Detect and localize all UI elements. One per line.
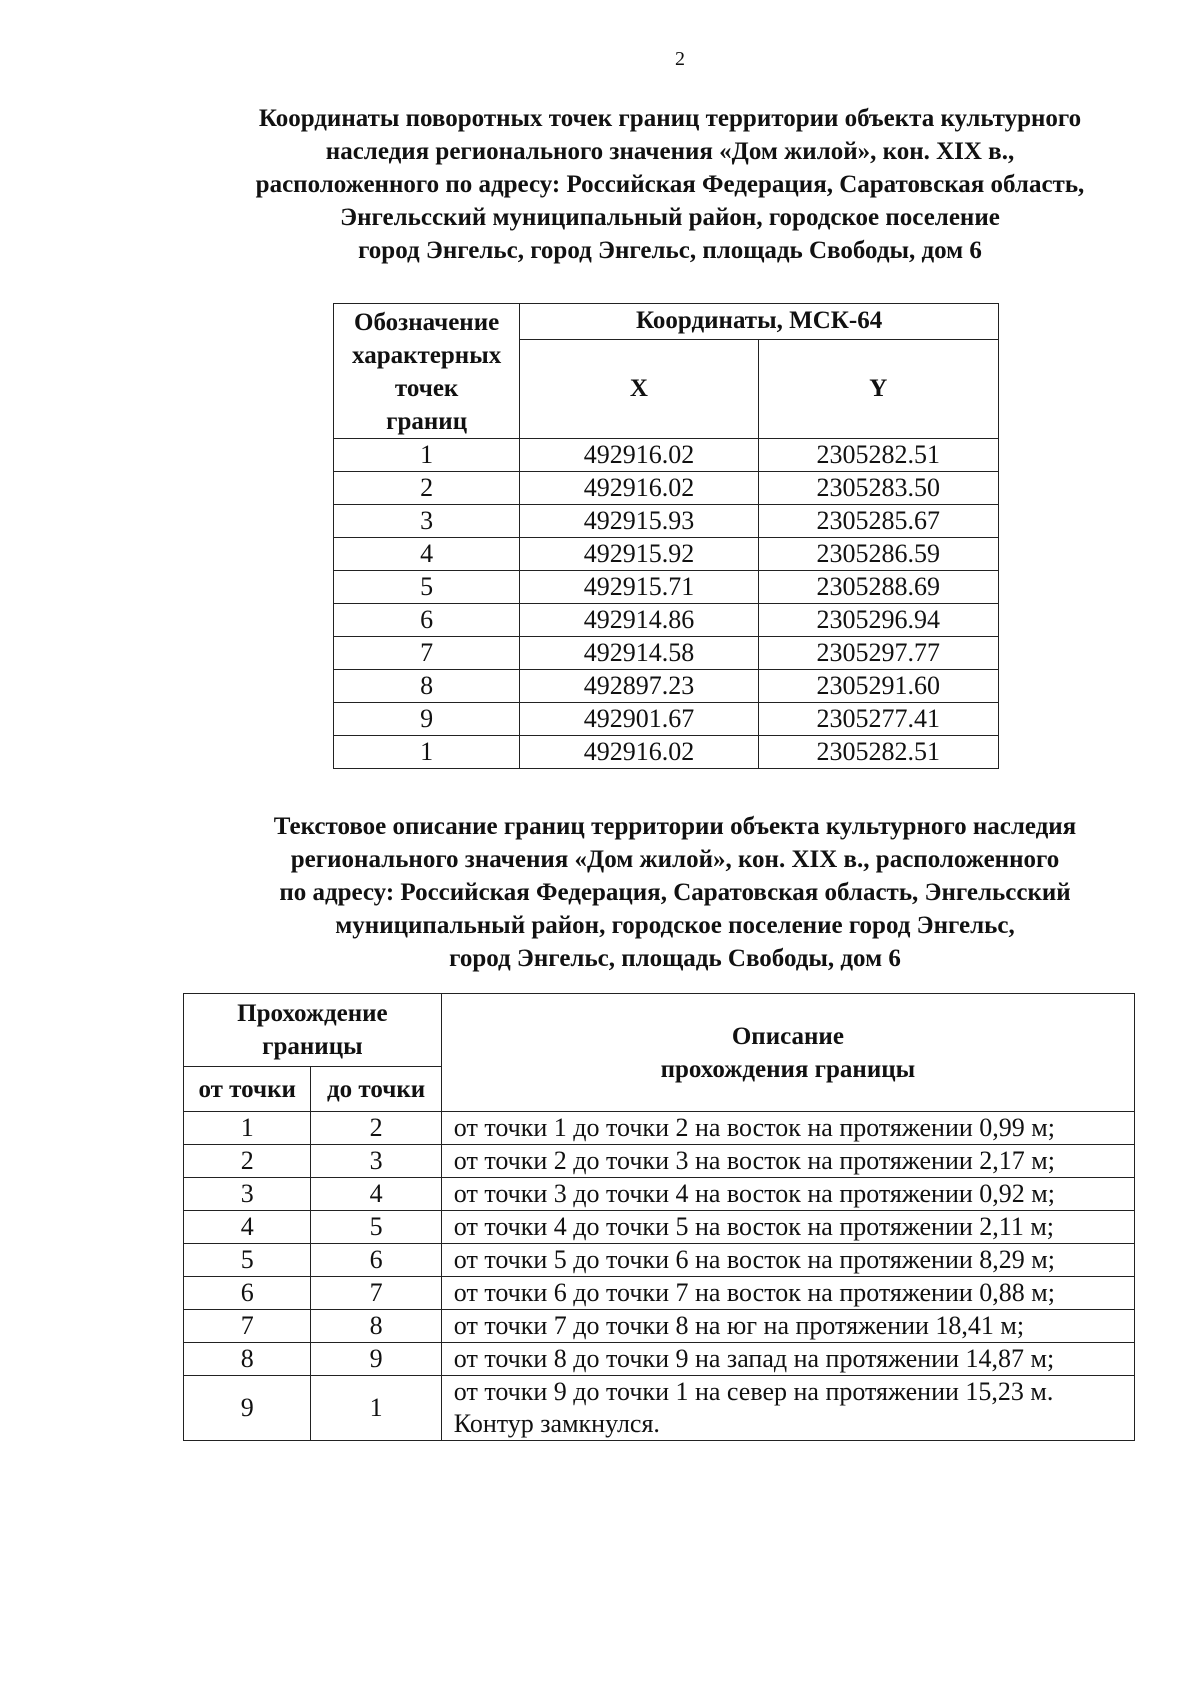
x-cell: 492916.02 [520,736,758,769]
x-cell: 492914.58 [520,637,758,670]
point-cell: 2 [334,472,520,505]
x-cell: 492916.02 [520,439,758,472]
description-cell: от точки 3 до точки 4 на восток на протяжении 0,92 м; [441,1178,1134,1211]
table-row [184,1178,1135,1211]
y-cell: 2305297.77 [758,637,998,670]
y-cell: 2305285.67 [758,505,998,538]
y-cell: 2305288.69 [758,571,998,604]
heading-line: Текстовое описание границ территории объекта культурного наследия [273,813,1077,840]
y-cell: 2305282.51 [758,736,998,769]
from-cell: 3 [184,1178,311,1211]
y-header: Y [758,339,998,438]
y-cell: 2305283.50 [758,472,998,505]
heading-line: Координаты поворотных точек границ территории объекта культурного [258,105,1082,132]
description-header: Описание прохождения границы [441,994,1134,1112]
table-row [184,1277,1135,1310]
boundary-passage-header: Прохождение границы [184,994,442,1067]
heading-line: муниципальный район, городское поселение город Энгельс, [335,912,1015,939]
to-cell: 7 [311,1277,441,1310]
from-cell: 6 [184,1277,311,1310]
point-cell: 7 [334,637,520,670]
from-cell: 2 [184,1145,311,1178]
description-cell: от точки 8 до точки 9 на запад на протяжении 14,87 м; [441,1343,1134,1376]
point-cell: 1 [334,736,520,769]
coordinates-heading [170,102,1170,267]
table-row [334,736,999,769]
heading-line: город Энгельс, город Энгельс, площадь Свободы, дом 6 [358,237,982,264]
x-cell: 492915.93 [520,505,758,538]
table-row [184,1343,1135,1376]
description-cell: от точки 5 до точки 6 на восток на протяжении 8,29 м; [441,1244,1134,1277]
table-row [334,505,999,538]
page-number: 2 [675,48,685,70]
from-cell: 8 [184,1343,311,1376]
description-cell: от точки 6 до точки 7 на восток на протяжении 0,88 м; [441,1277,1134,1310]
y-cell: 2305282.51 [758,439,998,472]
description-heading [185,810,1165,975]
table-row [184,1244,1135,1277]
coordinates-group-header: Координаты, МСК-64 [520,304,999,340]
to-cell: 3 [311,1145,441,1178]
table-row [334,604,999,637]
description-cell [441,1376,1134,1441]
heading-line: наследия регионального значения «Дом жилой», кон. XIX в., [325,138,1015,165]
description-line: Контур замкнулся. [453,1409,660,1438]
y-cell: 2305277.41 [758,703,998,736]
heading-line: город Энгельс, площадь Свободы, дом 6 [449,945,901,972]
boundary-description-table [183,993,1135,1441]
table-row [184,1376,1135,1441]
to-cell: 8 [311,1310,441,1343]
from-cell: 4 [184,1211,311,1244]
point-cell: 5 [334,571,520,604]
point-cell: 9 [334,703,520,736]
to-cell: 1 [311,1376,441,1441]
from-cell: 1 [184,1112,311,1145]
point-cell: 8 [334,670,520,703]
point-designation-header: Обозначение характерных точек границ [334,304,520,439]
table-row [184,1145,1135,1178]
table-row [184,1310,1135,1343]
heading-line: Энгельсский муниципальный район, городское поселение [340,204,1000,231]
x-header: X [520,339,758,438]
coordinates-table [333,303,999,769]
x-cell: 492914.86 [520,604,758,637]
point-cell: 4 [334,538,520,571]
point-cell: 1 [334,439,520,472]
description-line: от точки 9 до точки 1 на север на протяжении 15,23 м. [453,1377,1054,1406]
y-cell: 2305296.94 [758,604,998,637]
table-row [184,1112,1135,1145]
to-cell: 5 [311,1211,441,1244]
to-cell: 4 [311,1178,441,1211]
x-cell: 492916.02 [520,472,758,505]
heading-line: регионального значения «Дом жилой», кон. XIX в., расположенного [290,846,1060,873]
to-cell: 2 [311,1112,441,1145]
description-cell: от точки 2 до точки 3 на восток на протяжении 2,17 м; [441,1145,1134,1178]
heading-line: по адресу: Российская Федерация, Саратовская область, Энгельсский [279,879,1071,906]
table-row [184,1211,1135,1244]
table-row [334,670,999,703]
x-cell: 492915.71 [520,571,758,604]
table-row [334,538,999,571]
x-cell: 492901.67 [520,703,758,736]
point-cell: 6 [334,604,520,637]
y-cell: 2305286.59 [758,538,998,571]
heading-line: расположенного по адресу: Российская Федерация, Саратовская область, [255,171,1085,198]
x-cell: 492897.23 [520,670,758,703]
x-cell: 492915.92 [520,538,758,571]
table-row [334,637,999,670]
description-cell: от точки 4 до точки 5 на восток на протяжении 2,11 м; [441,1211,1134,1244]
from-cell: 7 [184,1310,311,1343]
from-cell: 9 [184,1376,311,1441]
to-point-header: до точки [311,1067,441,1112]
table-row [334,703,999,736]
to-cell: 6 [311,1244,441,1277]
description-cell: от точки 1 до точки 2 на восток на протяжении 0,99 м; [441,1112,1134,1145]
table-row [334,472,999,505]
from-cell: 5 [184,1244,311,1277]
table-row [334,571,999,604]
table-row [334,439,999,472]
description-cell: от точки 7 до точки 8 на юг на протяжении 18,41 м; [441,1310,1134,1343]
from-point-header: от точки [184,1067,311,1112]
y-cell: 2305291.60 [758,670,998,703]
to-cell: 9 [311,1343,441,1376]
point-cell: 3 [334,505,520,538]
